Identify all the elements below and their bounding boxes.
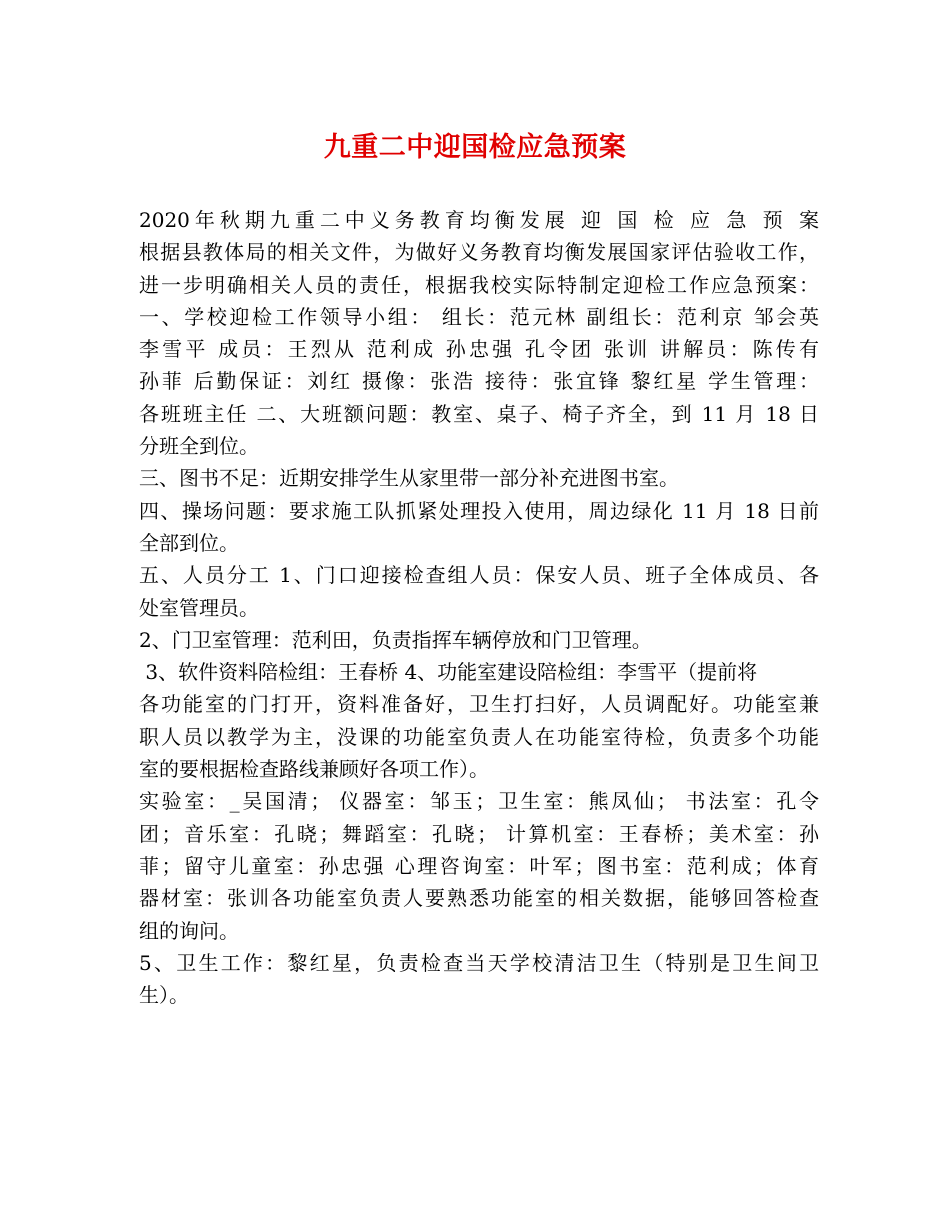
body-line: 生）。 [139, 983, 189, 1008]
body-line: 各班班主任 二、大班额问题：教室、桌子、椅子齐全，到 11 月 18 日 [139, 401, 819, 426]
body-line: 职人员以教学为主，没课的功能室负责人在功能室待检，负责多个功能 [139, 724, 819, 749]
body-line: 全部到位。 [139, 530, 239, 555]
body-line: 室的要根据检查路线兼顾好各项工作）。 [139, 757, 489, 782]
body-line: 五、人员分工 1、门口迎接检查组人员：保安人员、班子全体成员、各 [139, 563, 819, 588]
body-line: 一、学校迎检工作领导小组： 组长：范元林 副组长：范利京 邹会英 [139, 304, 819, 329]
body-line: 实验室：_吴国清； 仪器室：邹玉；卫生室：熊凤仙； 书法室：孔令 [139, 789, 819, 814]
document-body [139, 204, 819, 1011]
body-line: 菲；留守儿童室：孙忠强 心理咨询室：叶军；图书室：范利成；体育 [139, 853, 819, 878]
body-line: 器材室：张训各功能室负责人要熟悉功能室的相关数据，能够回答检查 [139, 886, 819, 911]
body-line: 各功能室的门打开，资料准备好，卫生打扫好，人员调配好。功能室兼 [139, 692, 819, 717]
document-title: 九重二中迎国检应急预案 [323, 132, 627, 163]
body-line: 进一步明确相关人员的责任，根据我校实际特制定迎检工作应急预案： [139, 272, 819, 297]
body-line: 根据县教体局的相关文件，为做好义务教育均衡发展国家评估验收工作， [139, 240, 819, 265]
body-line: 5、卫生工作：黎红星，负责检查当天学校清洁卫生（特别是卫生间卫 [139, 950, 819, 975]
body-line: 组的询问。 [139, 918, 239, 943]
body-line: 孙菲 后勤保证：刘红 摄像：张浩 接待：张宜锋 黎红星 学生管理： [139, 369, 819, 394]
body-line: 团；音乐室：孔晓；舞蹈室：孔晓； 计算机室：王春桥；美术室：孙 [139, 821, 819, 846]
body-line: 三、图书不足：近期安排学生从家里带一部分补充进图书室。 [139, 466, 679, 491]
body-line: 四、操场问题：要求施工队抓紧处理投入使用，周边绿化 11 月 18 日前 [139, 498, 819, 523]
body-line: 分班全到位。 [139, 434, 259, 459]
body-line: 处室管理员。 [139, 595, 259, 620]
body-line: 3、软件资料陪检组：王春桥 4、功能室建设陪检组：李雪平（提前将 [139, 660, 758, 685]
body-line: 李雪平 成员：王烈从 范利成 孙忠强 孔令团 张训 讲解员：陈传有 [139, 337, 819, 362]
body-line: 2020年秋期九重二中义务教育均衡发展 迎 国 检 应 急 预 案 [139, 208, 819, 232]
body-line: 2、门卫室管理：范利田，负责指挥车辆停放和门卫管理。 [139, 627, 652, 652]
